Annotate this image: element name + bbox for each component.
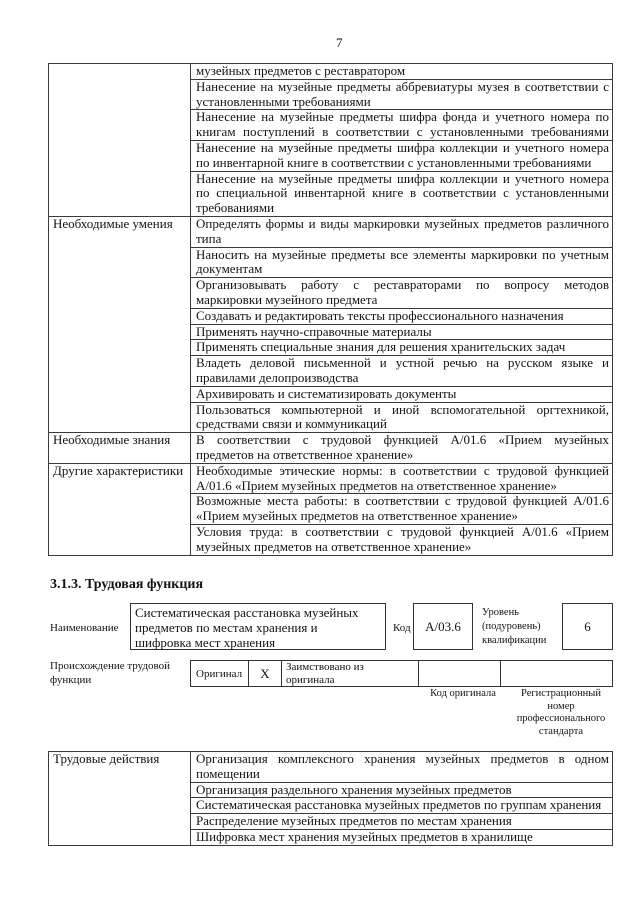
table-cell	[191, 247, 613, 278]
origin-mark: X	[260, 665, 270, 681]
text-line: предметов на ответственное хранение»	[196, 446, 414, 462]
text-line: Создавать и редактировать тексты профессионального назначения	[196, 307, 564, 323]
table-cell	[191, 140, 613, 171]
text-line: Организовывать работу с реставраторами по вопросу методов	[196, 277, 609, 293]
text-line: Организация раздельного хранения музейных предметов	[196, 781, 512, 797]
table-row	[49, 433, 613, 464]
function-code-box	[413, 603, 473, 650]
origin-original-cell	[190, 660, 249, 687]
table-cell	[191, 79, 613, 110]
table-cell	[191, 433, 613, 464]
text-line: А/01.6 «Прием музейных предметов на ответственное хранение»	[196, 477, 557, 493]
text-line: по инвентарной книге в соответствии с установленными требованиями	[196, 154, 592, 170]
table-cell	[191, 524, 613, 555]
qualification-level: 6	[584, 618, 591, 634]
row-label-required-skills: Необходимые умения	[49, 216, 191, 432]
text-line: «Прием музейных предметов на ответственное хранение»	[196, 508, 518, 524]
text-line: музейных предметов с реставратором	[196, 63, 406, 78]
origin-code-cell	[418, 660, 501, 687]
table-cell	[191, 782, 613, 798]
origin-label: Происхождение трудовой функции	[50, 660, 171, 686]
text-line: маркировки музейного предмета	[196, 291, 378, 307]
level-label: Уровень (подуровень) квалификации	[482, 607, 547, 646]
code-label: Код	[393, 622, 411, 634]
reg-number-caption: Регистрационный номер профессионального стандарта	[516, 688, 606, 737]
text-line: Определять формы и виды маркировки музейных предметов различного	[196, 215, 609, 231]
text-line: Нанесение на музейные предметы шифра коллекции и учетного номера	[196, 170, 609, 186]
table-cell	[191, 798, 613, 814]
function-code: А/03.6	[425, 618, 461, 634]
origin-original-label: Оригинал	[196, 667, 243, 680]
text-line: установленными требованиями	[196, 93, 371, 109]
text-line: В соответствии с трудовой функцией А/01.6 «Прием музейных	[196, 432, 609, 448]
text-line: книгам поступлений в соответствии с установленными требованиями	[196, 124, 609, 140]
text-line: Систематическая расстановка музейных предметов по группам хранения	[196, 797, 602, 813]
function-name-line: Систематическая расстановка музейных	[135, 605, 359, 620]
text-line: Нанесение на музейные предметы шифра фонда и учетного номера по	[196, 109, 609, 125]
table-cell	[191, 64, 613, 80]
origin-mark-cell	[248, 660, 282, 687]
table-row	[49, 216, 613, 247]
text-line: Наносить на музейные предметы все элементы маркировки по учетным	[196, 246, 609, 262]
text-line: Распределение музейных предметов по местам хранения	[196, 813, 512, 829]
origin-reg-number-cell	[500, 660, 613, 687]
table-row	[49, 752, 613, 783]
table-cell	[191, 110, 613, 141]
text-line: Нанесение на музейные предметы шифра коллекции и учетного номера	[196, 139, 609, 155]
text-line: Применять специальные знания для решения хранительских задач	[196, 339, 566, 355]
text-line: Нанесение на музейные предметы аббревиатуры музея в соответствии с	[196, 78, 609, 94]
level-box	[562, 603, 613, 650]
text-line: Необходимые этические нормы: в соответствии с трудовой функцией	[196, 462, 609, 478]
text-line: Шифровка мест хранения музейных предметов в хранилище	[196, 828, 533, 844]
function-name-line: шифровка мест хранения	[135, 635, 276, 650]
table-cell	[191, 356, 613, 387]
function-name-line: предметов по местам хранения и	[135, 620, 318, 635]
origin-borrowed-cell	[281, 660, 419, 687]
table-cell	[191, 386, 613, 402]
text-line: Владеть деловой письменной и устной речью на русском языке и	[196, 355, 609, 371]
origin-code-caption: Код оригинала	[430, 688, 496, 699]
table-cell	[191, 171, 613, 216]
section-heading: 3.1.3. Трудовая функция	[50, 577, 204, 592]
row-label-labor-actions: Трудовые действия	[49, 752, 191, 846]
text-line: средствами связи и коммуникаций	[196, 416, 387, 432]
table-cell	[191, 402, 613, 433]
table-cell	[191, 814, 613, 830]
text-line: типа	[196, 230, 222, 246]
table-cell	[191, 340, 613, 356]
text-line: требованиями	[196, 200, 275, 216]
table-cell	[191, 324, 613, 340]
text-line: Организация комплексного хранения музейных предметов в одном	[196, 751, 609, 766]
origin-borrowed-label: Заимствовано из оригинала	[286, 661, 364, 686]
page-number: 7	[336, 35, 343, 50]
text-line: Пользоваться компьютерной и иной вспомогательной оргтехникой,	[196, 401, 609, 417]
text-line: документам	[196, 261, 263, 277]
row-label-empty	[49, 64, 191, 217]
text-line: Условия труда: в соответствии с трудовой функцией А/01.6 «Прием	[196, 523, 609, 539]
table-cell	[191, 494, 613, 525]
text-line: Применять научно-справочные материалы	[196, 323, 432, 339]
table-cell	[191, 278, 613, 309]
table-cell	[191, 752, 613, 783]
text-line: помещении	[196, 765, 260, 781]
text-line: правилами делопроизводства	[196, 369, 359, 385]
table-row	[49, 64, 613, 80]
row-label-required-knowledge: Необходимые знания	[49, 433, 191, 464]
labor-actions-table	[48, 751, 613, 846]
function-name-box	[130, 603, 386, 650]
table-row	[49, 463, 613, 494]
text-line: музейных предметов на ответственное хранение»	[196, 538, 472, 554]
text-line: Архивировать и систематизировать документы	[196, 385, 457, 401]
table-cell	[191, 463, 613, 494]
table-cell	[191, 216, 613, 247]
name-label: Наименование	[50, 622, 119, 634]
text-line: Возможные места работы: в соответствии с трудовой функцией А/01.6	[196, 493, 609, 509]
text-line: по специальной инвентарной книге в соответствии с установленными	[196, 185, 609, 201]
table-cell	[191, 308, 613, 324]
table-cell	[191, 829, 613, 845]
skills-table	[48, 63, 613, 556]
row-label-other-characteristics: Другие характеристики	[49, 463, 191, 555]
